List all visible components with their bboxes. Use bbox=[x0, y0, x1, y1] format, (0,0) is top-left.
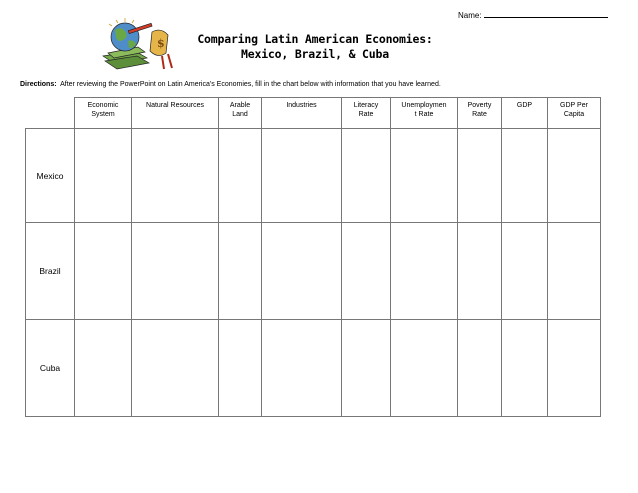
directions-label: Directions: bbox=[20, 81, 57, 88]
column-header-line: Rate bbox=[472, 111, 487, 118]
answer-cell[interactable] bbox=[502, 223, 548, 320]
name-label: Name: bbox=[458, 11, 482, 20]
answer-cell[interactable] bbox=[262, 320, 342, 417]
comparison-chart bbox=[25, 97, 601, 417]
column-header-line: Unemploymen bbox=[401, 102, 447, 109]
answer-cell[interactable] bbox=[132, 223, 219, 320]
column-header-gdp bbox=[502, 98, 548, 129]
name-field[interactable] bbox=[458, 10, 608, 20]
answer-cell[interactable] bbox=[458, 129, 502, 223]
answer-cell[interactable] bbox=[548, 320, 601, 417]
table-row-cuba bbox=[26, 320, 601, 417]
column-header-literacy-rate bbox=[342, 98, 391, 129]
answer-cell[interactable] bbox=[262, 223, 342, 320]
column-header-line: Arable bbox=[229, 102, 251, 109]
column-header-arable-land bbox=[219, 98, 262, 129]
answer-cell[interactable] bbox=[75, 129, 132, 223]
answer-cell[interactable] bbox=[75, 320, 132, 417]
money-globe-clipart-icon bbox=[100, 18, 178, 70]
worksheet-title: Comparing Latin American Economies: bbox=[197, 32, 433, 46]
directions bbox=[20, 81, 441, 88]
answer-cell[interactable] bbox=[548, 129, 601, 223]
answer-cell[interactable] bbox=[219, 320, 262, 417]
column-header-line: Literacy bbox=[353, 102, 379, 109]
answer-cell[interactable] bbox=[262, 129, 342, 223]
column-header-industries bbox=[262, 98, 342, 129]
column-header-natural-resources bbox=[132, 98, 219, 129]
corner-cell bbox=[26, 98, 75, 129]
answer-cell[interactable] bbox=[502, 320, 548, 417]
answer-cell[interactable] bbox=[342, 129, 391, 223]
column-header-line: Industries bbox=[286, 102, 317, 109]
table-row-mexico bbox=[26, 129, 601, 223]
answer-cell[interactable] bbox=[458, 223, 502, 320]
row-header-mexico: Mexico bbox=[26, 129, 75, 223]
column-header-line: Capita bbox=[563, 111, 585, 118]
row-header-cuba: Cuba bbox=[26, 320, 75, 417]
column-header-line: Economic bbox=[87, 102, 119, 109]
header-row bbox=[26, 98, 601, 129]
answer-cell[interactable] bbox=[391, 223, 458, 320]
column-header-line: System bbox=[91, 111, 115, 118]
row-header-brazil: Brazil bbox=[26, 223, 75, 320]
column-header-gdp-per-capita bbox=[548, 98, 601, 129]
answer-cell[interactable] bbox=[342, 320, 391, 417]
answer-cell[interactable] bbox=[548, 223, 601, 320]
answer-cell[interactable] bbox=[342, 223, 391, 320]
directions-text: After reviewing the PowerPoint on Latin America's Economies, fill in the chart below with information that you have learned. bbox=[60, 81, 441, 88]
column-header-line: Natural Resources bbox=[146, 102, 204, 109]
answer-cell[interactable] bbox=[219, 223, 262, 320]
answer-cell[interactable] bbox=[458, 320, 502, 417]
column-header-line: Poverty bbox=[467, 102, 492, 109]
answer-cell[interactable] bbox=[219, 129, 262, 223]
worksheet-subtitle: Mexico, Brazil, & Cuba bbox=[241, 47, 389, 61]
column-header-line: t Rate bbox=[414, 111, 434, 118]
column-header-line: GDP Per bbox=[560, 102, 588, 109]
table-row-brazil bbox=[26, 223, 601, 320]
svg-text:$: $ bbox=[157, 37, 165, 50]
answer-cell[interactable] bbox=[132, 129, 219, 223]
answer-cell[interactable] bbox=[75, 223, 132, 320]
column-header-poverty-rate bbox=[458, 98, 502, 129]
column-header-line: Land bbox=[232, 111, 248, 118]
answer-cell[interactable] bbox=[502, 129, 548, 223]
name-blank-line[interactable] bbox=[484, 10, 608, 18]
answer-cell[interactable] bbox=[132, 320, 219, 417]
column-header-unemployment-rate bbox=[391, 98, 458, 129]
answer-cell[interactable] bbox=[391, 129, 458, 223]
column-header-economic-system bbox=[75, 98, 132, 129]
column-header-line: GDP bbox=[516, 102, 533, 109]
column-header-line: Rate bbox=[358, 111, 374, 118]
answer-cell[interactable] bbox=[391, 320, 458, 417]
